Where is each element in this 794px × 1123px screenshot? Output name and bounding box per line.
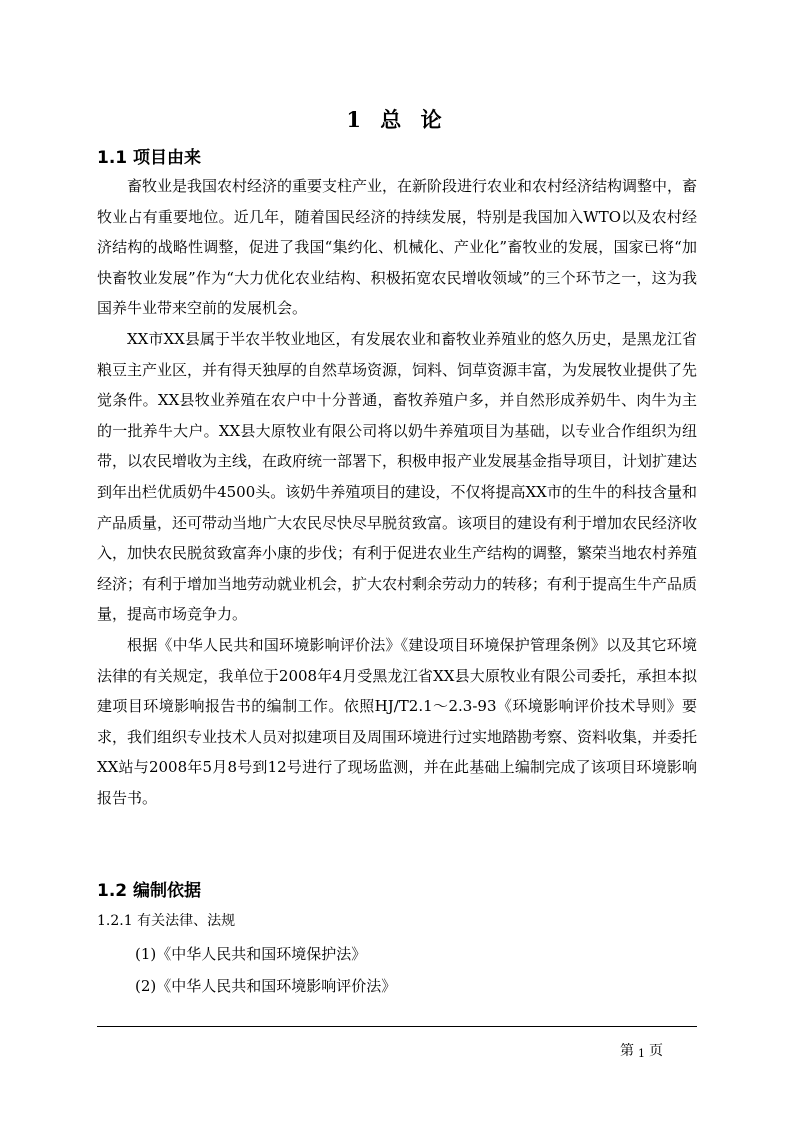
law-list-item-1: (1)《中华人民共和国环境保护法》 bbox=[135, 945, 367, 963]
footer-suffix: 页 bbox=[649, 1043, 663, 1059]
footer-prefix: 第 bbox=[620, 1043, 634, 1059]
page-footer bbox=[620, 1040, 663, 1060]
subsection-heading-1-2-1: 1.2.1 有关法律、法规 bbox=[97, 913, 236, 929]
paragraph-1: 畜牧业是我国农村经济的重要支柱产业，在新阶段进行农业和农村经济结构调整中，畜牧业占有重要地位。近几年，随着国民经济的持续发展，特别是我国加入WTO以及农村经济结构的战略性调整，促进了我国“集约化、机械化、产业化”畜牧业的发展，国家已将“加快畜牧业发展”作为“大力优化农业结构、积极拓宽农民增收领域”的三个环节之一，这为我国养牛业带来空前的发展机会。 bbox=[97, 177, 698, 318]
section-1-1-body bbox=[97, 171, 697, 813]
paragraph-2: XX市XX县属于半农半牧业地区，有发展农业和畜牧业养殖业的悠久历史，是黑龙江省粮豆主产业区，并有得天独厚的自然草场资源，饲料、饲草资源丰富，为发展牧业提供了先觉条件。XX县牧业养殖在农户中十分普通，畜牧养殖户多，并自然形成养奶牛、肉牛为主的一批养牛大户。XX县大原牧业有限公司将以奶牛养殖项目为基础，以专业合作组织为纽带，以农民增收为主线，在政府统一部署下，积极申报产业发展基金指导项目，计划扩建达到年出栏优质奶牛4500头。该奶牛养殖项目的建设，不仅将提高XX市的生牛的科技含量和产品质量，还可带动当地广大农民尽快尽早脱贫致富。该项目的建设有利于增加农民经济收入，加快农民脱贫致富奔小康的步伐；有利于促进农业生产结构的调整，繁荣当地农村养殖经济；有利于增加当地劳动就业机会，扩大农村剩余劳动力的转移；有利于提高生牛产品质量，提高市场竞争力。 bbox=[97, 329, 698, 624]
law-list-item-2: (2)《中华人民共和国环境影响评价法》 bbox=[135, 977, 397, 995]
page-number: 1 bbox=[638, 1047, 645, 1060]
section-heading-1-1: 1.1 项目由来 bbox=[97, 148, 202, 168]
section-heading-1-2: 1.2 编制依据 bbox=[97, 881, 202, 901]
footer-divider bbox=[97, 1026, 697, 1027]
chapter-title: 1 总 论 bbox=[346, 107, 448, 132]
paragraph-3: 根据《中华人民共和国环境影响评价法》《建设项目环境保护管理条例》以及其它环境法律的有关规定，我单位于2008年4月受黑龙江省XX县大原牧业有限公司委托，承担本拟建项目环境影响报告书的编制工作。依照HJ/T2.1～2.3-93《环境影响评价技术导则》要求，我们组织专业技术人员对拟建项目及周围环境进行过实地踏勘考察、资料收集，并委托XX站与2008年5月8号到12号进行了现场监测，并在此基础上编制完成了该项目环境影响报告书。 bbox=[97, 635, 698, 807]
